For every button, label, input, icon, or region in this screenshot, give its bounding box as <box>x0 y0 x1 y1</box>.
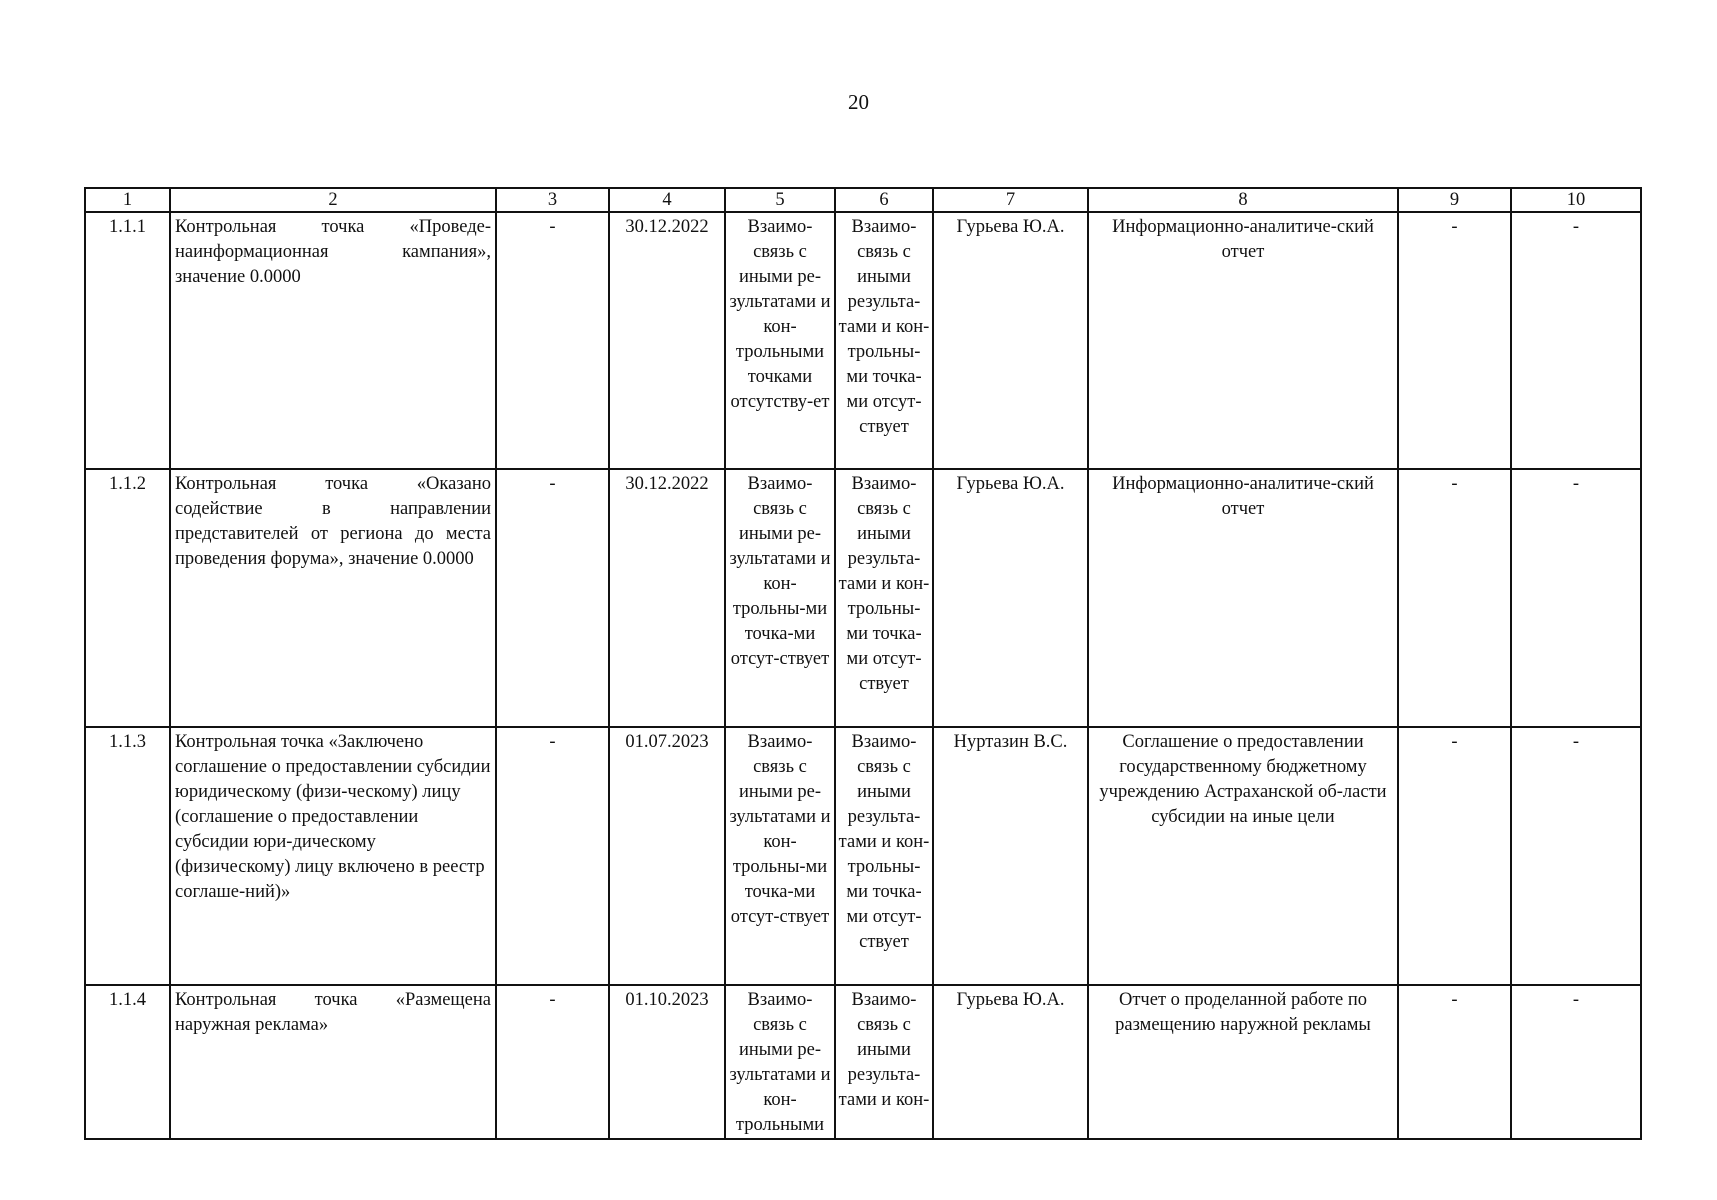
column-header: 1 <box>85 188 170 212</box>
column-header: 7 <box>933 188 1088 212</box>
column-header: 6 <box>835 188 933 212</box>
cell-col6 <box>835 985 933 1139</box>
control-points-table <box>84 187 1642 1140</box>
cell-col9: - <box>1398 212 1511 469</box>
control-point-name: Контрольная точка «Размещена наружная реклама» <box>170 985 496 1139</box>
table-row <box>85 727 1641 985</box>
cell-col5 <box>725 985 835 1139</box>
cell-col6-text: Взаимо-связь с иными результа-тами и кон- <box>838 990 930 1110</box>
table-row <box>85 985 1641 1139</box>
row-number: 1.1.3 <box>85 727 170 985</box>
document-type: Отчет о проделанной работе по размещению наружной рекламы <box>1088 985 1398 1139</box>
control-point-name: Контрольная точка «Заключено соглашение о предоставлении субсидии юридическому (физи-ческому) лицу (соглашение о предоставлении субсидии юри-дическому (физическому) лицу включено в реестр соглаше-ний)» <box>170 727 496 985</box>
control-point-name: Контрольная точка «Оказано содействие в направлении представителей от региона до места проведения форума», значение 0.0000 <box>170 469 496 727</box>
document-type: Информационно-аналитиче-ский отчет <box>1088 469 1398 727</box>
column-header: 2 <box>170 188 496 212</box>
document-type: Соглашение о предоставлении государственному бюджетному учреждению Астраханской об-ласти субсидии на иные цели <box>1088 727 1398 985</box>
column-header: 8 <box>1088 188 1398 212</box>
table-row <box>85 469 1641 727</box>
column-header: 10 <box>1511 188 1641 212</box>
column-header: 5 <box>725 188 835 212</box>
document-type: Информационно-аналитиче-ский отчет <box>1088 212 1398 469</box>
due-date: 30.12.2022 <box>609 212 725 469</box>
cell-col3: - <box>496 985 609 1139</box>
due-date: 01.10.2023 <box>609 985 725 1139</box>
table-row <box>85 212 1641 469</box>
cell-col5: Взаимо-связь с иными ре-зультатами и кон-трольны-ми точка-ми отсут-ствует <box>725 727 835 985</box>
cell-col10: - <box>1511 727 1641 985</box>
control-point-name: Контрольная точка «Проведе-наинформационная кампания», значение 0.0000 <box>170 212 496 469</box>
responsible-person: Гурьева Ю.А. <box>933 212 1088 469</box>
cell-col10: - <box>1511 212 1641 469</box>
cell-col9: - <box>1398 727 1511 985</box>
cell-col5-text: Взаимо-связь с иными ре-зультатами и кон-трольными <box>729 990 831 1135</box>
column-header: 9 <box>1398 188 1511 212</box>
cell-col6: Взаимо-связь с иными результа-тами и кон-трольны-ми точка-ми отсут-ствует <box>835 469 933 727</box>
column-header: 4 <box>609 188 725 212</box>
table-header-row <box>85 188 1641 212</box>
due-date: 01.07.2023 <box>609 727 725 985</box>
cell-col3: - <box>496 212 609 469</box>
responsible-person: Гурьева Ю.А. <box>933 469 1088 727</box>
cell-col3: - <box>496 469 609 727</box>
row-number: 1.1.2 <box>85 469 170 727</box>
row-number: 1.1.4 <box>85 985 170 1139</box>
cell-col3: - <box>496 727 609 985</box>
cell-col10: - <box>1511 469 1641 727</box>
responsible-person: Нуртазин В.С. <box>933 727 1088 985</box>
column-header: 3 <box>496 188 609 212</box>
cell-col6: Взаимо-связь с иными результа-тами и кон-трольны-ми точка-ми отсут-ствует <box>835 727 933 985</box>
responsible-person: Гурьева Ю.А. <box>933 985 1088 1139</box>
due-date: 30.12.2022 <box>609 469 725 727</box>
cell-col5: Взаимо-связь с иными ре-зультатами и кон-трольными точками отсутству-ет <box>725 212 835 469</box>
cell-col5: Взаимо-связь с иными ре-зультатами и кон-трольны-ми точка-ми отсут-ствует <box>725 469 835 727</box>
row-number: 1.1.1 <box>85 212 170 469</box>
page-number: 20 <box>848 90 869 114</box>
cell-col9: - <box>1398 985 1511 1139</box>
cell-col10: - <box>1511 985 1641 1139</box>
cell-col6: Взаимо-связь с иными результа-тами и кон-трольны-ми точка-ми отсут-ствует <box>835 212 933 469</box>
cell-col9: - <box>1398 469 1511 727</box>
